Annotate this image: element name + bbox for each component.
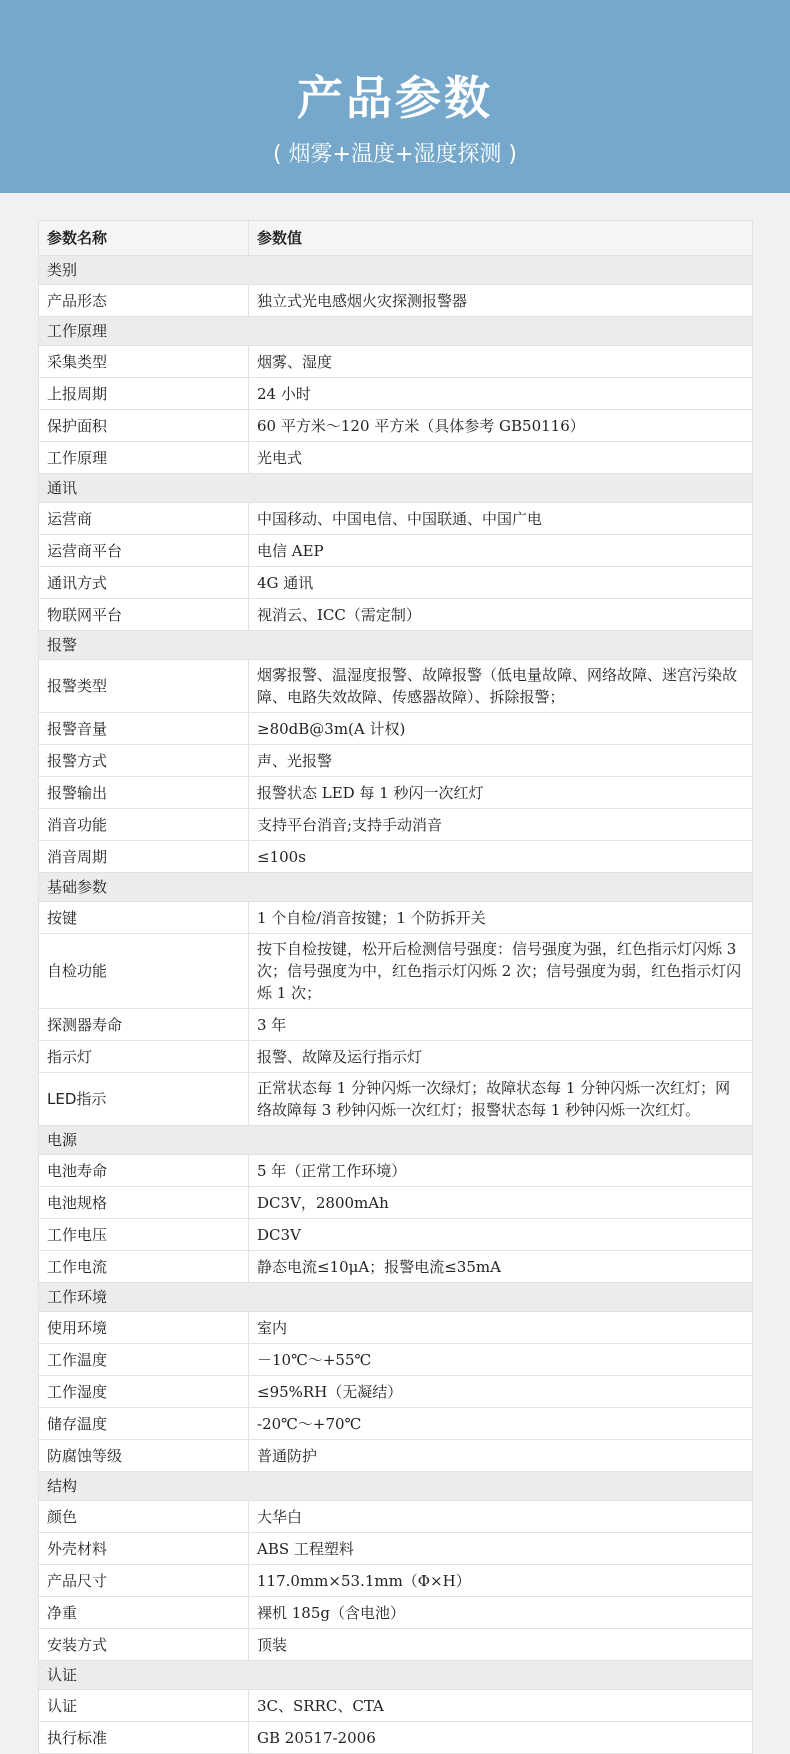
page-header [0,0,790,193]
table-row [39,503,753,535]
table-row [39,1440,753,1472]
param-value: 烟雾报警、温湿度报警、故障报警（低电量故障、网络故障、迷宫污染故障、电路失效故障、传感器故障）、拆除报警； [249,660,753,713]
section-row [39,873,753,902]
param-name: 报警输出 [39,777,249,809]
param-value: 普通防护 [249,1440,753,1472]
param-name: 工作湿度 [39,1376,249,1408]
param-name: 产品尺寸 [39,1565,249,1597]
param-name: 颜色 [39,1501,249,1533]
table-row [39,1376,753,1408]
param-value: 60 平方米～120 平方米（具体参考 GB50116） [249,410,753,442]
param-name: LED指示 [39,1073,249,1126]
table-row [39,809,753,841]
table-row [39,934,753,1009]
param-value: 视消云、ICC（需定制） [249,599,753,631]
section-label: 认证 [39,1661,753,1690]
table-row [39,1629,753,1661]
param-value: 报警状态 LED 每 1 秒闪一次红灯 [249,777,753,809]
table-row [39,1187,753,1219]
param-name: 使用环境 [39,1312,249,1344]
table-row [39,346,753,378]
table-header-row [39,221,753,256]
param-name: 工作电流 [39,1251,249,1283]
param-value: 支持平台消音;支持手动消音 [249,809,753,841]
param-name: 消音功能 [39,809,249,841]
section-row [39,1283,753,1312]
param-value: 光电式 [249,442,753,474]
param-value: 裸机 185g（含电池） [249,1597,753,1629]
section-row [39,474,753,503]
page-subtitle: ( 烟雾+温度+湿度探测 ) [272,142,518,167]
param-value: 中国移动、中国电信、中国联通、中国广电 [249,503,753,535]
param-value: 按下自检按键，松开后检测信号强度：信号强度为强，红色指示灯闪烁 3 次；信号强度为中，红色指示灯闪烁 2 次；信号强度为弱，红色指示灯闪烁 1 次； [249,934,753,1009]
section-row [39,1126,753,1155]
param-name: 防腐蚀等级 [39,1440,249,1472]
param-value: DC3V [249,1219,753,1251]
section-label: 报警 [39,631,753,660]
section-label: 工作原理 [39,317,753,346]
table-row [39,777,753,809]
param-value: ABS 工程塑料 [249,1533,753,1565]
section-row [39,631,753,660]
param-name: 认证 [39,1690,249,1722]
section-label: 结构 [39,1472,753,1501]
param-value: 117.0mm×53.1mm（Φ×H） [249,1565,753,1597]
table-row [39,1312,753,1344]
param-name: 报警方式 [39,745,249,777]
param-name: 储存温度 [39,1408,249,1440]
param-value: 正常状态每 1 分钟闪烁一次绿灯；故障状态每 1 分钟闪烁一次红灯；网络故障每 3 秒钟闪烁一次红灯；报警状态每 1 秒钟闪烁一次红灯。 [249,1073,753,1126]
table-row [39,442,753,474]
param-value: 大华白 [249,1501,753,1533]
param-value: 3C、SRRC、CTA [249,1690,753,1722]
table-row [39,599,753,631]
param-name: 工作原理 [39,442,249,474]
param-value: ≤95%RH（无凝结） [249,1376,753,1408]
param-name: 运营商平台 [39,535,249,567]
table-row [39,1009,753,1041]
spec-table [38,220,753,1754]
section-row [39,1661,753,1690]
param-name: 按键 [39,902,249,934]
param-name: 探测器寿命 [39,1009,249,1041]
table-row [39,1219,753,1251]
section-label: 类别 [39,256,753,285]
param-name: 工作温度 [39,1344,249,1376]
param-name: 采集类型 [39,346,249,378]
param-value: GB 20517-2006 [249,1722,753,1754]
table-row [39,902,753,934]
param-name: 外壳材料 [39,1533,249,1565]
table-row [39,1251,753,1283]
table-row [39,1690,753,1722]
column-header-name: 参数名称 [39,221,249,256]
param-name: 运营商 [39,503,249,535]
param-name: 自检功能 [39,934,249,1009]
table-row [39,410,753,442]
param-value: －10℃～+55℃ [249,1344,753,1376]
section-label: 通讯 [39,474,753,503]
param-name: 通讯方式 [39,567,249,599]
param-value: 独立式光电感烟火灾探测报警器 [249,285,753,317]
section-label: 工作环境 [39,1283,753,1312]
section-row [39,317,753,346]
param-name: 报警音量 [39,713,249,745]
spec-table-container [38,220,752,1754]
param-value: 声、光报警 [249,745,753,777]
table-row [39,1073,753,1126]
param-value: 电信 AEP [249,535,753,567]
table-row [39,567,753,599]
param-value: 1 个自检/消音按键；1 个防拆开关 [249,902,753,934]
table-row [39,1533,753,1565]
param-name: 保护面积 [39,410,249,442]
table-row [39,1501,753,1533]
table-row [39,1155,753,1187]
param-value: DC3V，2800mAh [249,1187,753,1219]
table-row [39,1597,753,1629]
param-value: 3 年 [249,1009,753,1041]
param-value: 烟雾、湿度 [249,346,753,378]
param-value: ≥80dB@3m(A 计权) [249,713,753,745]
param-name: 工作电压 [39,1219,249,1251]
table-row [39,285,753,317]
param-value: ≤100s [249,841,753,873]
param-value: 静态电流≤10μA；报警电流≤35mA [249,1251,753,1283]
param-value: 24 小时 [249,378,753,410]
param-value: 顶装 [249,1629,753,1661]
param-name: 电池规格 [39,1187,249,1219]
table-row [39,713,753,745]
param-name: 电池寿命 [39,1155,249,1187]
param-name: 物联网平台 [39,599,249,631]
param-value: 5 年（正常工作环境） [249,1155,753,1187]
page-title: 产品参数 [297,71,493,125]
param-name: 净重 [39,1597,249,1629]
section-label: 电源 [39,1126,753,1155]
table-row [39,378,753,410]
section-row [39,1472,753,1501]
param-name: 执行标准 [39,1722,249,1754]
column-header-value: 参数值 [249,221,753,256]
table-row [39,1041,753,1073]
param-name: 产品形态 [39,285,249,317]
param-name: 上报周期 [39,378,249,410]
table-row [39,1344,753,1376]
param-name: 报警类型 [39,660,249,713]
param-value: 4G 通讯 [249,567,753,599]
table-row [39,841,753,873]
param-name: 安装方式 [39,1629,249,1661]
section-row [39,256,753,285]
param-name: 消音周期 [39,841,249,873]
param-value: -20℃～+70℃ [249,1408,753,1440]
table-row [39,1408,753,1440]
table-row [39,1565,753,1597]
section-label: 基础参数 [39,873,753,902]
table-row [39,535,753,567]
param-name: 指示灯 [39,1041,249,1073]
param-value: 报警、故障及运行指示灯 [249,1041,753,1073]
table-row [39,745,753,777]
param-value: 室内 [249,1312,753,1344]
table-row [39,660,753,713]
